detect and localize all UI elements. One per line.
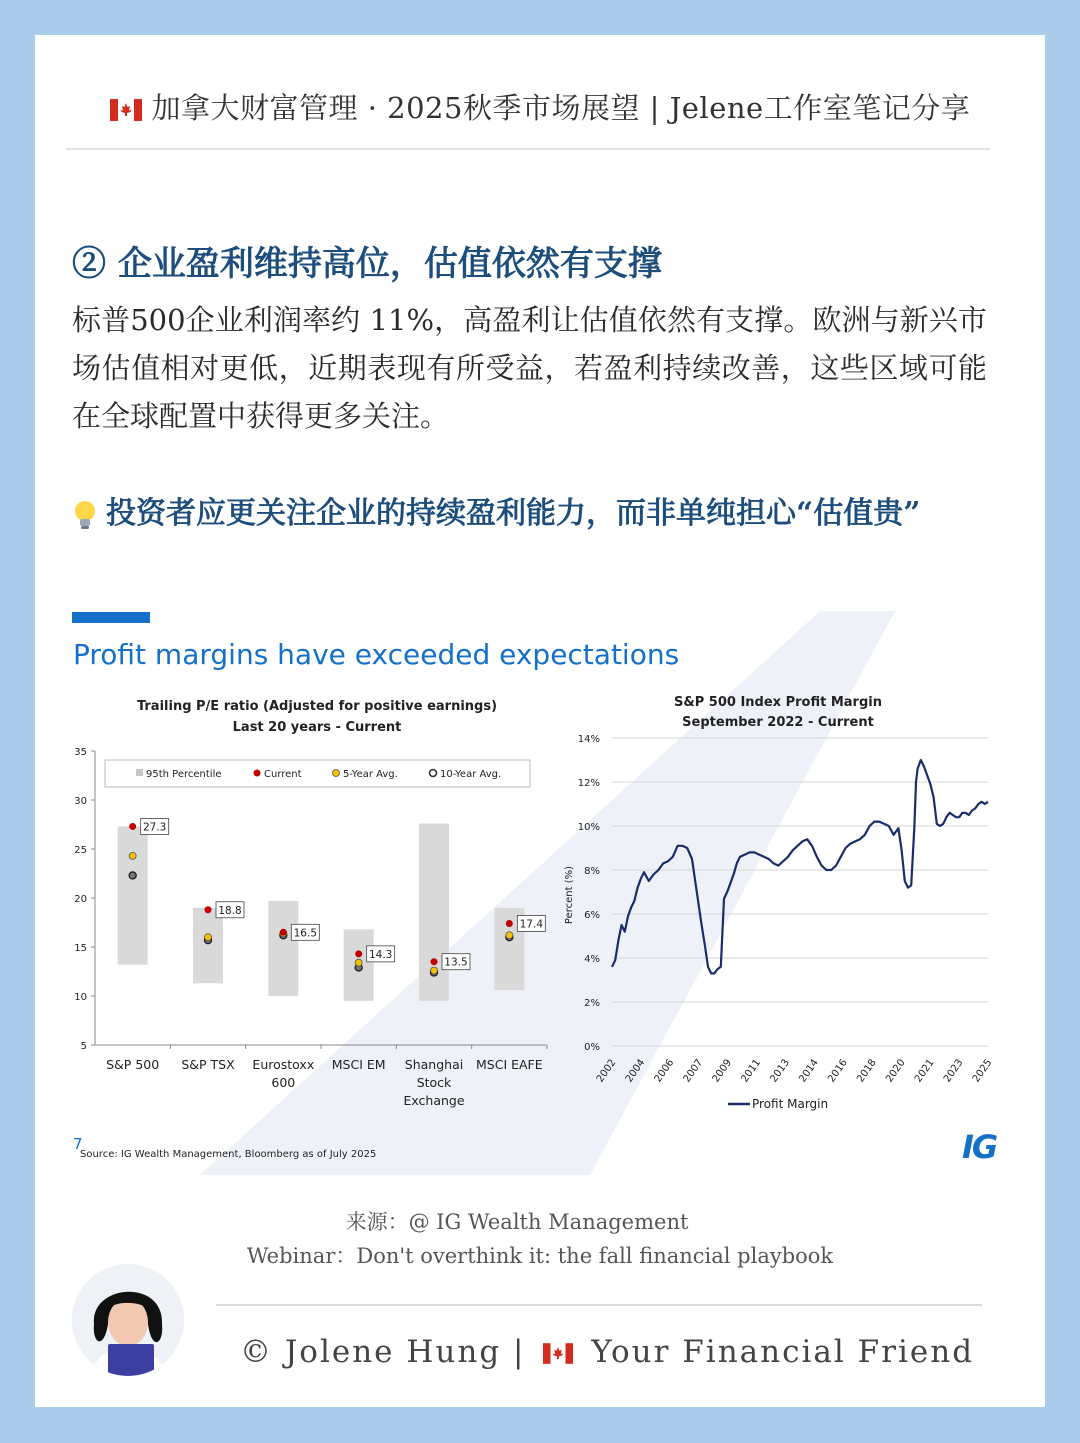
pm-legend-label: Profit Margin [752, 1097, 829, 1111]
pm-x-tick-label: 2004 [623, 1057, 648, 1085]
pm-y-tick-label: 4% [584, 954, 600, 965]
pe-current-dot [280, 929, 287, 936]
pe-x-tick-label: MSCI EM [331, 1057, 386, 1072]
pe-five-year-dot [205, 934, 212, 941]
footer-tagline: Your Financial Friend [591, 1334, 975, 1370]
pm-x-tick-label: 2014 [797, 1057, 821, 1085]
pe-x-tick-label: Exchange [403, 1093, 465, 1108]
legend-swatch-5yr [333, 770, 340, 777]
pe-legend [105, 760, 530, 787]
pe-y-tick-label: 5 [80, 1041, 87, 1052]
credit-webinar: Webinar：Don't overthink it: the fall financial playbook [246, 1244, 834, 1268]
slide-source: Source: IG Wealth Management, Bloomberg as of July 2025 [80, 1149, 377, 1160]
avatar-portrait-icon [72, 1264, 184, 1376]
pe-y-tick-label: 25 [74, 845, 87, 856]
pe-data-label: 16.5 [293, 927, 318, 940]
legend-10yr: 10-Year Avg. [440, 769, 502, 780]
pm-x-tick-label: 2016 [826, 1057, 850, 1085]
pm-ylabel: Percent (%) [564, 865, 575, 925]
tip-text: 投资者应更关注企业的持续盈利能力，而非单纯担心“估值贵” [106, 496, 921, 531]
pe-five-year-dot [129, 852, 136, 859]
pm-y-tick-label: 2% [584, 998, 600, 1009]
pm-x-tick-label: 2021 [913, 1057, 937, 1085]
pe-ratio-chart [60, 690, 560, 1130]
header-text: 加拿大财富管理 · 2025秋季市场展望 | Jelene工作室笔记分享 [151, 91, 971, 125]
pe-data-label: 14.3 [368, 948, 393, 961]
pe-chart-subtitle: Last 20 years - Current [232, 720, 402, 735]
pm-x-tick-label: 2013 [768, 1057, 792, 1085]
pe-x-tick-label: 600 [271, 1075, 296, 1090]
pm-x-tick-label: 2009 [710, 1057, 735, 1085]
legend-current: Current [264, 769, 302, 780]
credit-source: 来源：@ IG Wealth Management [345, 1210, 689, 1234]
footer-name: © Jolene Hung | [240, 1334, 526, 1370]
pe-data-label: 27.3 [142, 821, 167, 834]
pe-x-tick-label: Stock [416, 1075, 452, 1090]
pm-y-tick-label: 12% [577, 778, 600, 789]
pm-x-tick-label: 2011 [739, 1057, 764, 1085]
canada-flag-icon [543, 1343, 573, 1364]
pe-y-tick-label: 15 [74, 943, 87, 954]
pe-current-dot [431, 958, 438, 965]
pe-current-dot [506, 920, 513, 927]
pm-chart-subtitle: September 2022 - Current [682, 715, 874, 730]
pm-profit-margin-line [612, 760, 988, 973]
pm-y-tick-label: 8% [584, 866, 600, 877]
pe-data-label: 18.8 [218, 904, 242, 917]
pe-x-tick-label: S&P 500 [106, 1057, 160, 1072]
section-title: ② 企业盈利维持高位，估值依然有支撑 [72, 244, 662, 284]
pe-x-tick-label: MSCI EAFE [476, 1057, 543, 1072]
section-body: 标普500企业利润率约 11%，高盈利让估值依然有支撑。欧洲与新兴市场估值相对更低，近期表现有所受益，若盈利持续改善，这些区域可能在全球配置中获得更多关注。 [72, 303, 987, 433]
pm-y-tick-label: 14% [577, 734, 600, 745]
pm-x-tick-label: 2023 [941, 1057, 966, 1085]
legend-swatch-10yr [430, 770, 437, 777]
pe-five-year-dot [431, 967, 438, 974]
ig-logo: IG [962, 1128, 997, 1166]
pm-marks [612, 760, 988, 973]
legend-swatch-95th [136, 769, 143, 776]
pm-x-tick-label: 2002 [594, 1057, 619, 1085]
pe-y-tick-label: 20 [74, 894, 87, 905]
pe-x-tick-label: Shanghai [404, 1057, 464, 1072]
pe-y-tick-label: 30 [74, 796, 87, 807]
legend-swatch-current [254, 770, 261, 777]
pe-data-label: 13.5 [444, 956, 468, 969]
pe-data-label: 17.4 [519, 918, 544, 931]
footer-divider [216, 1304, 982, 1306]
pm-x-tick-label: 2007 [681, 1057, 706, 1085]
slide-accent-bar [72, 612, 150, 623]
pm-x-tick-label: 2025 [970, 1057, 995, 1085]
pm-x-tick-label: 2006 [652, 1057, 677, 1085]
pm-x-tick-label: 2018 [855, 1057, 879, 1085]
pm-x-tick-label: 2020 [884, 1057, 908, 1085]
slide-title: Profit margins have exceeded expectations [73, 638, 680, 671]
footer-signature [240, 1334, 974, 1370]
pe-current-dot [205, 906, 212, 913]
legend-95th: 95th Percentile [146, 769, 222, 780]
pm-chart-title: S&P 500 Index Profit Margin [674, 695, 882, 710]
pe-y-tick-label: 35 [74, 747, 87, 758]
pe-current-dot [355, 950, 362, 957]
pe-chart-title: Trailing P/E ratio (Adjusted for positive earnings) [136, 699, 498, 714]
slide-page-number: 7 [73, 1135, 83, 1153]
pe-range-bar [193, 908, 223, 983]
pe-range-bar [118, 826, 148, 964]
pe-current-dot [129, 823, 136, 830]
legend-5yr: 5-Year Avg. [343, 769, 398, 780]
pm-y-tick-label: 6% [584, 910, 600, 921]
profit-margin-chart [560, 690, 1000, 1120]
pe-x-tick-label: Eurostoxx [252, 1057, 315, 1072]
pe-ten-year-dot [129, 872, 136, 879]
pe-y-tick-label: 10 [74, 992, 87, 1003]
pe-five-year-dot [506, 932, 513, 939]
pe-range-bar [268, 901, 298, 996]
pe-five-year-dot [355, 959, 362, 966]
pm-y-tick-label: 0% [584, 1042, 600, 1053]
pe-x-tick-label: S&P TSX [181, 1057, 235, 1072]
pe-marks [118, 818, 546, 1000]
author-avatar [72, 1264, 184, 1376]
pm-y-tick-label: 10% [577, 822, 600, 833]
